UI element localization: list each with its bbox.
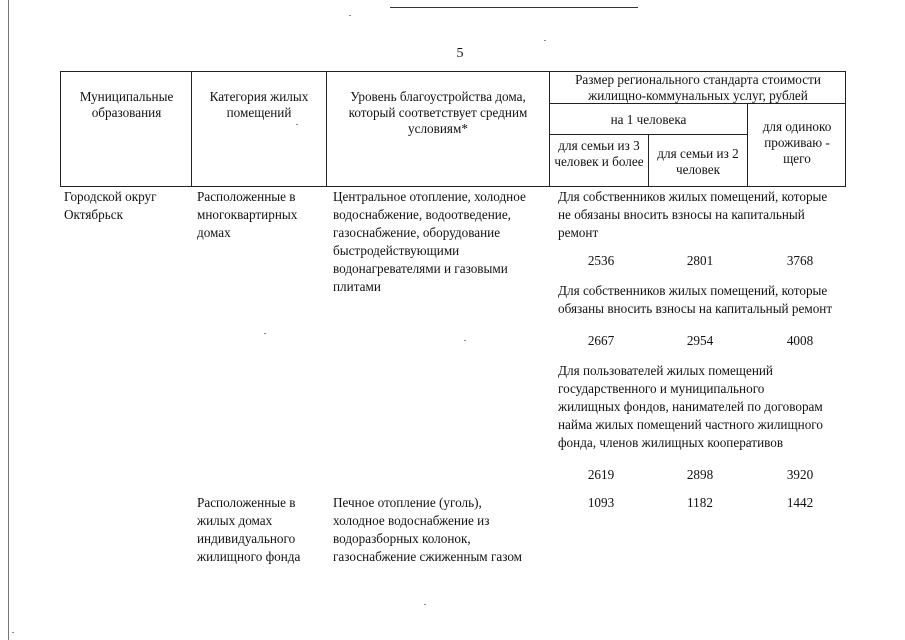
row2-family2: 1182: [687, 495, 713, 510]
level-individual: Печное отопление (уголь), холодное водоснабжение из водоразборных колонок, газоснабжение сжиженным газом: [333, 495, 523, 564]
header-family2: для семьи из 2 человек: [657, 146, 739, 177]
left-margin-line: [8, 0, 9, 640]
header-category: Категория жилых помещений: [209, 89, 309, 120]
page-number: 5: [456, 46, 464, 61]
group2-family3: 2667: [587, 333, 615, 348]
row2-single: 1442: [786, 495, 814, 510]
scan-speck: [296, 124, 298, 125]
group1-family3: 2536: [587, 253, 615, 268]
level-apartment: Центральное отопление, холодное водоснабжение, водоотведение, газоснабжение, оборудование быстродействующими водонагревателями и газовыми плитами: [333, 189, 526, 294]
category-apartment: Расположенные в многоквартирных домах: [197, 189, 298, 240]
group3-label: Для пользователей жилых помещений государственного и муниципального жилищных фондов, нанимателей по договорам найма жилых помещений частного жилищного фонда, членов жилищных кооперативов: [558, 363, 823, 450]
header-single: для одиноко проживаю - щего: [762, 119, 832, 166]
scan-speck: [464, 340, 466, 341]
group3-family2: 2898: [686, 467, 714, 482]
category-individual: Расположенные в жилых домах индивидуального жилищного фонда: [197, 495, 301, 564]
group2-label: Для собственников жилых помещений, которые обязаны вносить взносы на капитальный ремонт: [558, 283, 833, 316]
scan-speck: [349, 15, 351, 16]
header-standard: Размер регионального стандарта стоимости жилищно-коммунальных услуг, рублей: [575, 72, 821, 103]
header-level: Уровень благоустройства дома, который соответствует средним условиям*: [348, 89, 528, 136]
municipality-name: Городской округ Октябрьск: [64, 189, 157, 222]
scan-speck: [424, 604, 426, 605]
row2-family3: 1093: [587, 495, 615, 510]
scan-speck: [544, 40, 546, 41]
group2-single: 4008: [786, 333, 814, 348]
header-municipality: Муниципальные образования: [79, 89, 174, 120]
header-per-person: на 1 человека: [610, 112, 687, 127]
top-rule: [390, 7, 638, 8]
group3-family3: 2619: [587, 467, 615, 482]
group2-family2: 2954: [686, 333, 714, 348]
group1-family2: 2801: [686, 253, 714, 268]
group3-single: 3920: [786, 467, 814, 482]
group1-single: 3768: [786, 253, 814, 268]
header-family3: для семьи из 3 человек и более: [554, 138, 644, 169]
table-header: [60, 71, 846, 187]
scan-speck: [12, 632, 14, 633]
group1-label: Для собственников жилых помещений, которые не обязаны вносить взносы на капитальный ремонт: [558, 189, 828, 240]
scan-speck: [264, 333, 266, 334]
